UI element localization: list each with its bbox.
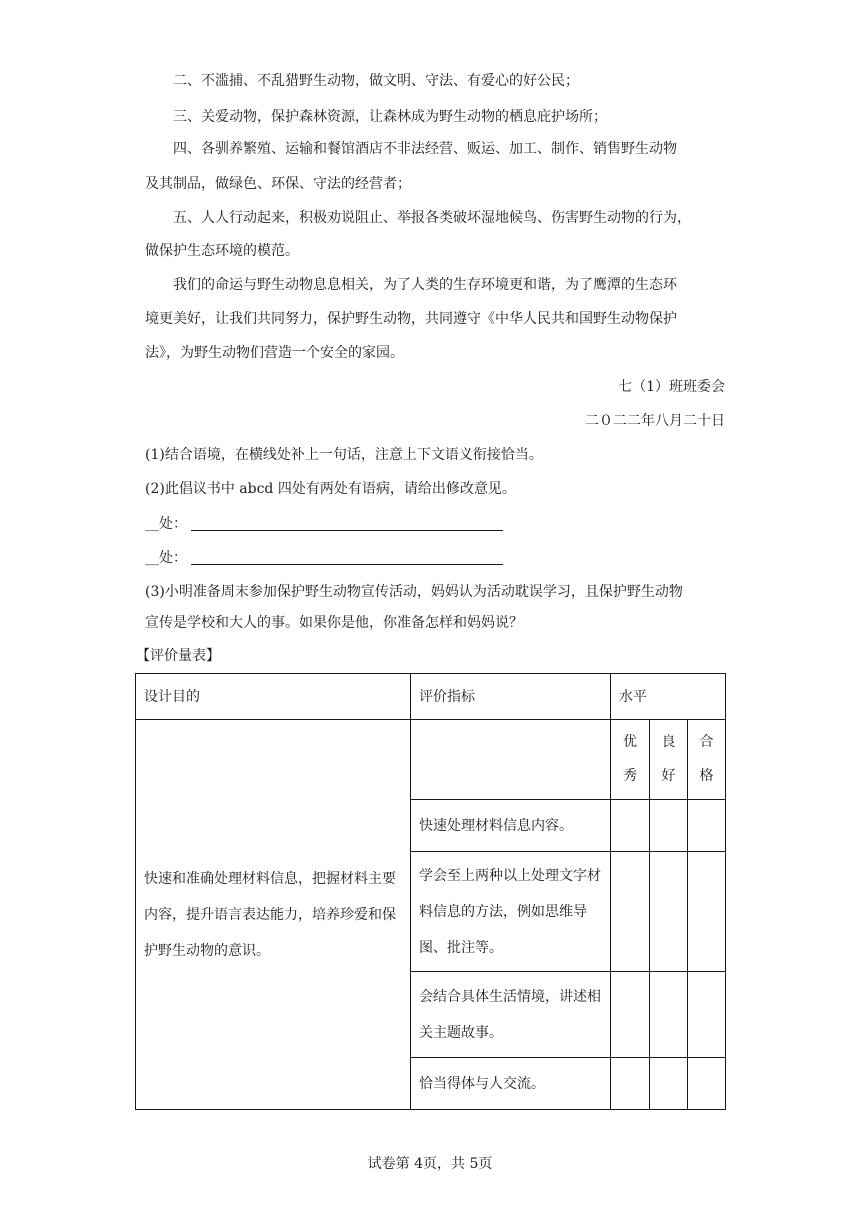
rating-cell[interactable] xyxy=(611,800,650,852)
level-excellent: 优秀 xyxy=(623,734,637,784)
evaluation-table xyxy=(135,673,726,1110)
proposal-item-2: 二、不滥捕、不乱猎野生动物，做文明、守法、有爱心的好公民； xyxy=(173,73,579,89)
level-good-cell xyxy=(650,720,688,800)
rating-cell[interactable] xyxy=(650,800,688,852)
level-excellent-cell xyxy=(611,720,650,800)
closing-line3: 法》，为野生动物们营造一个安全的家园。 xyxy=(145,345,404,361)
rating-cell[interactable] xyxy=(611,972,650,1058)
indicator-cell: 学会至上两种以上处理文字材料信息的方法，例如思维导图、批注等。 xyxy=(411,852,611,972)
level-pass: 合格 xyxy=(699,734,714,784)
proposal-item-4-line2: 及其制品，做绿色、环保、守法的经营者； xyxy=(145,176,411,192)
answer-blank[interactable] xyxy=(191,529,503,531)
proposal-item-4-line1: 四、各驯养繁殖、运输和餐馆酒店不非法经营、贩运、加工、制作、销售野生动物 xyxy=(173,141,677,157)
closing-line1: 我们的命运与野生动物息息相关，为了人类的生存环境更和谐，为了鹰潭的生态环 xyxy=(173,277,677,293)
rating-cell[interactable] xyxy=(650,852,688,972)
signature: 七（1）班班委会 xyxy=(618,379,725,395)
rating-cell[interactable] xyxy=(688,852,726,972)
rating-cell[interactable] xyxy=(688,1058,726,1110)
indicator-cell: 快速处理材料信息内容。 xyxy=(411,800,611,852)
indicator-cell: 恰当得体与人交流。 xyxy=(411,1058,611,1110)
rating-cell[interactable] xyxy=(650,1058,688,1110)
date: 二０二二年八月二十日 xyxy=(585,413,725,429)
answer-blank[interactable] xyxy=(191,563,503,565)
question-2: (2)此倡议书中 abcd 四处有两处有语病，请给出修改意见。 xyxy=(145,481,516,497)
header-indicator: 评价指标 xyxy=(411,674,611,720)
page-footer: 试卷第 4页，共 5页 xyxy=(367,1156,493,1172)
proposal-item-5-line1: 五、人人行动起来，积极劝说阻止、举报各类破坏湿地候鸟、伤害野生动物的行为， xyxy=(173,210,691,226)
table-header-row xyxy=(136,674,726,720)
rating-cell[interactable] xyxy=(650,972,688,1058)
rating-cell[interactable] xyxy=(611,852,650,972)
rating-cell[interactable] xyxy=(688,800,726,852)
answer-line-2 xyxy=(145,540,725,576)
answer-prefix: __处： xyxy=(145,550,187,566)
level-good: 良好 xyxy=(661,734,676,784)
table-heading: 【评价量表】 xyxy=(136,648,220,664)
closing-line2: 境更美好，让我们共同努力，保护野生动物，共同遵守《中华人民共和国野生动物保护 xyxy=(145,311,677,327)
answer-prefix: __处： xyxy=(145,516,187,532)
rating-cell[interactable] xyxy=(688,972,726,1058)
indicator-cell: 会结合具体生活情境，讲述相关主题故事。 xyxy=(411,972,611,1058)
question-1: (1)结合语境，在横线处补上一句话，注意上下文语义衔接恰当。 xyxy=(145,447,543,463)
proposal-item-5-line2: 做保护生态环境的模范。 xyxy=(145,243,299,259)
question-3-line1: (3)小明准备周末参加保护野生动物宣传活动，妈妈认为活动耽误学习，且保护野生动物 xyxy=(145,584,683,600)
level-pass-cell xyxy=(688,720,726,800)
purpose-cell: 快速和准确处理材料信息，把握材料主要内容，提升语言表达能力，培养珍爱和保护野生动物的意识。 xyxy=(136,720,411,1110)
header-purpose: 设计目的 xyxy=(136,674,411,720)
question-3-line2: 宣传是学校和大人的事。如果你是他，你准备怎样和妈妈说？ xyxy=(145,615,523,631)
proposal-item-3: 三、关爱动物，保护森林资源，让森林成为野生动物的栖息庇护场所； xyxy=(173,109,607,125)
header-level: 水平 xyxy=(611,674,726,720)
table-row xyxy=(136,720,726,800)
answer-line-1 xyxy=(145,506,725,542)
indicator-empty-cell xyxy=(411,720,611,800)
rating-cell[interactable] xyxy=(611,1058,650,1110)
